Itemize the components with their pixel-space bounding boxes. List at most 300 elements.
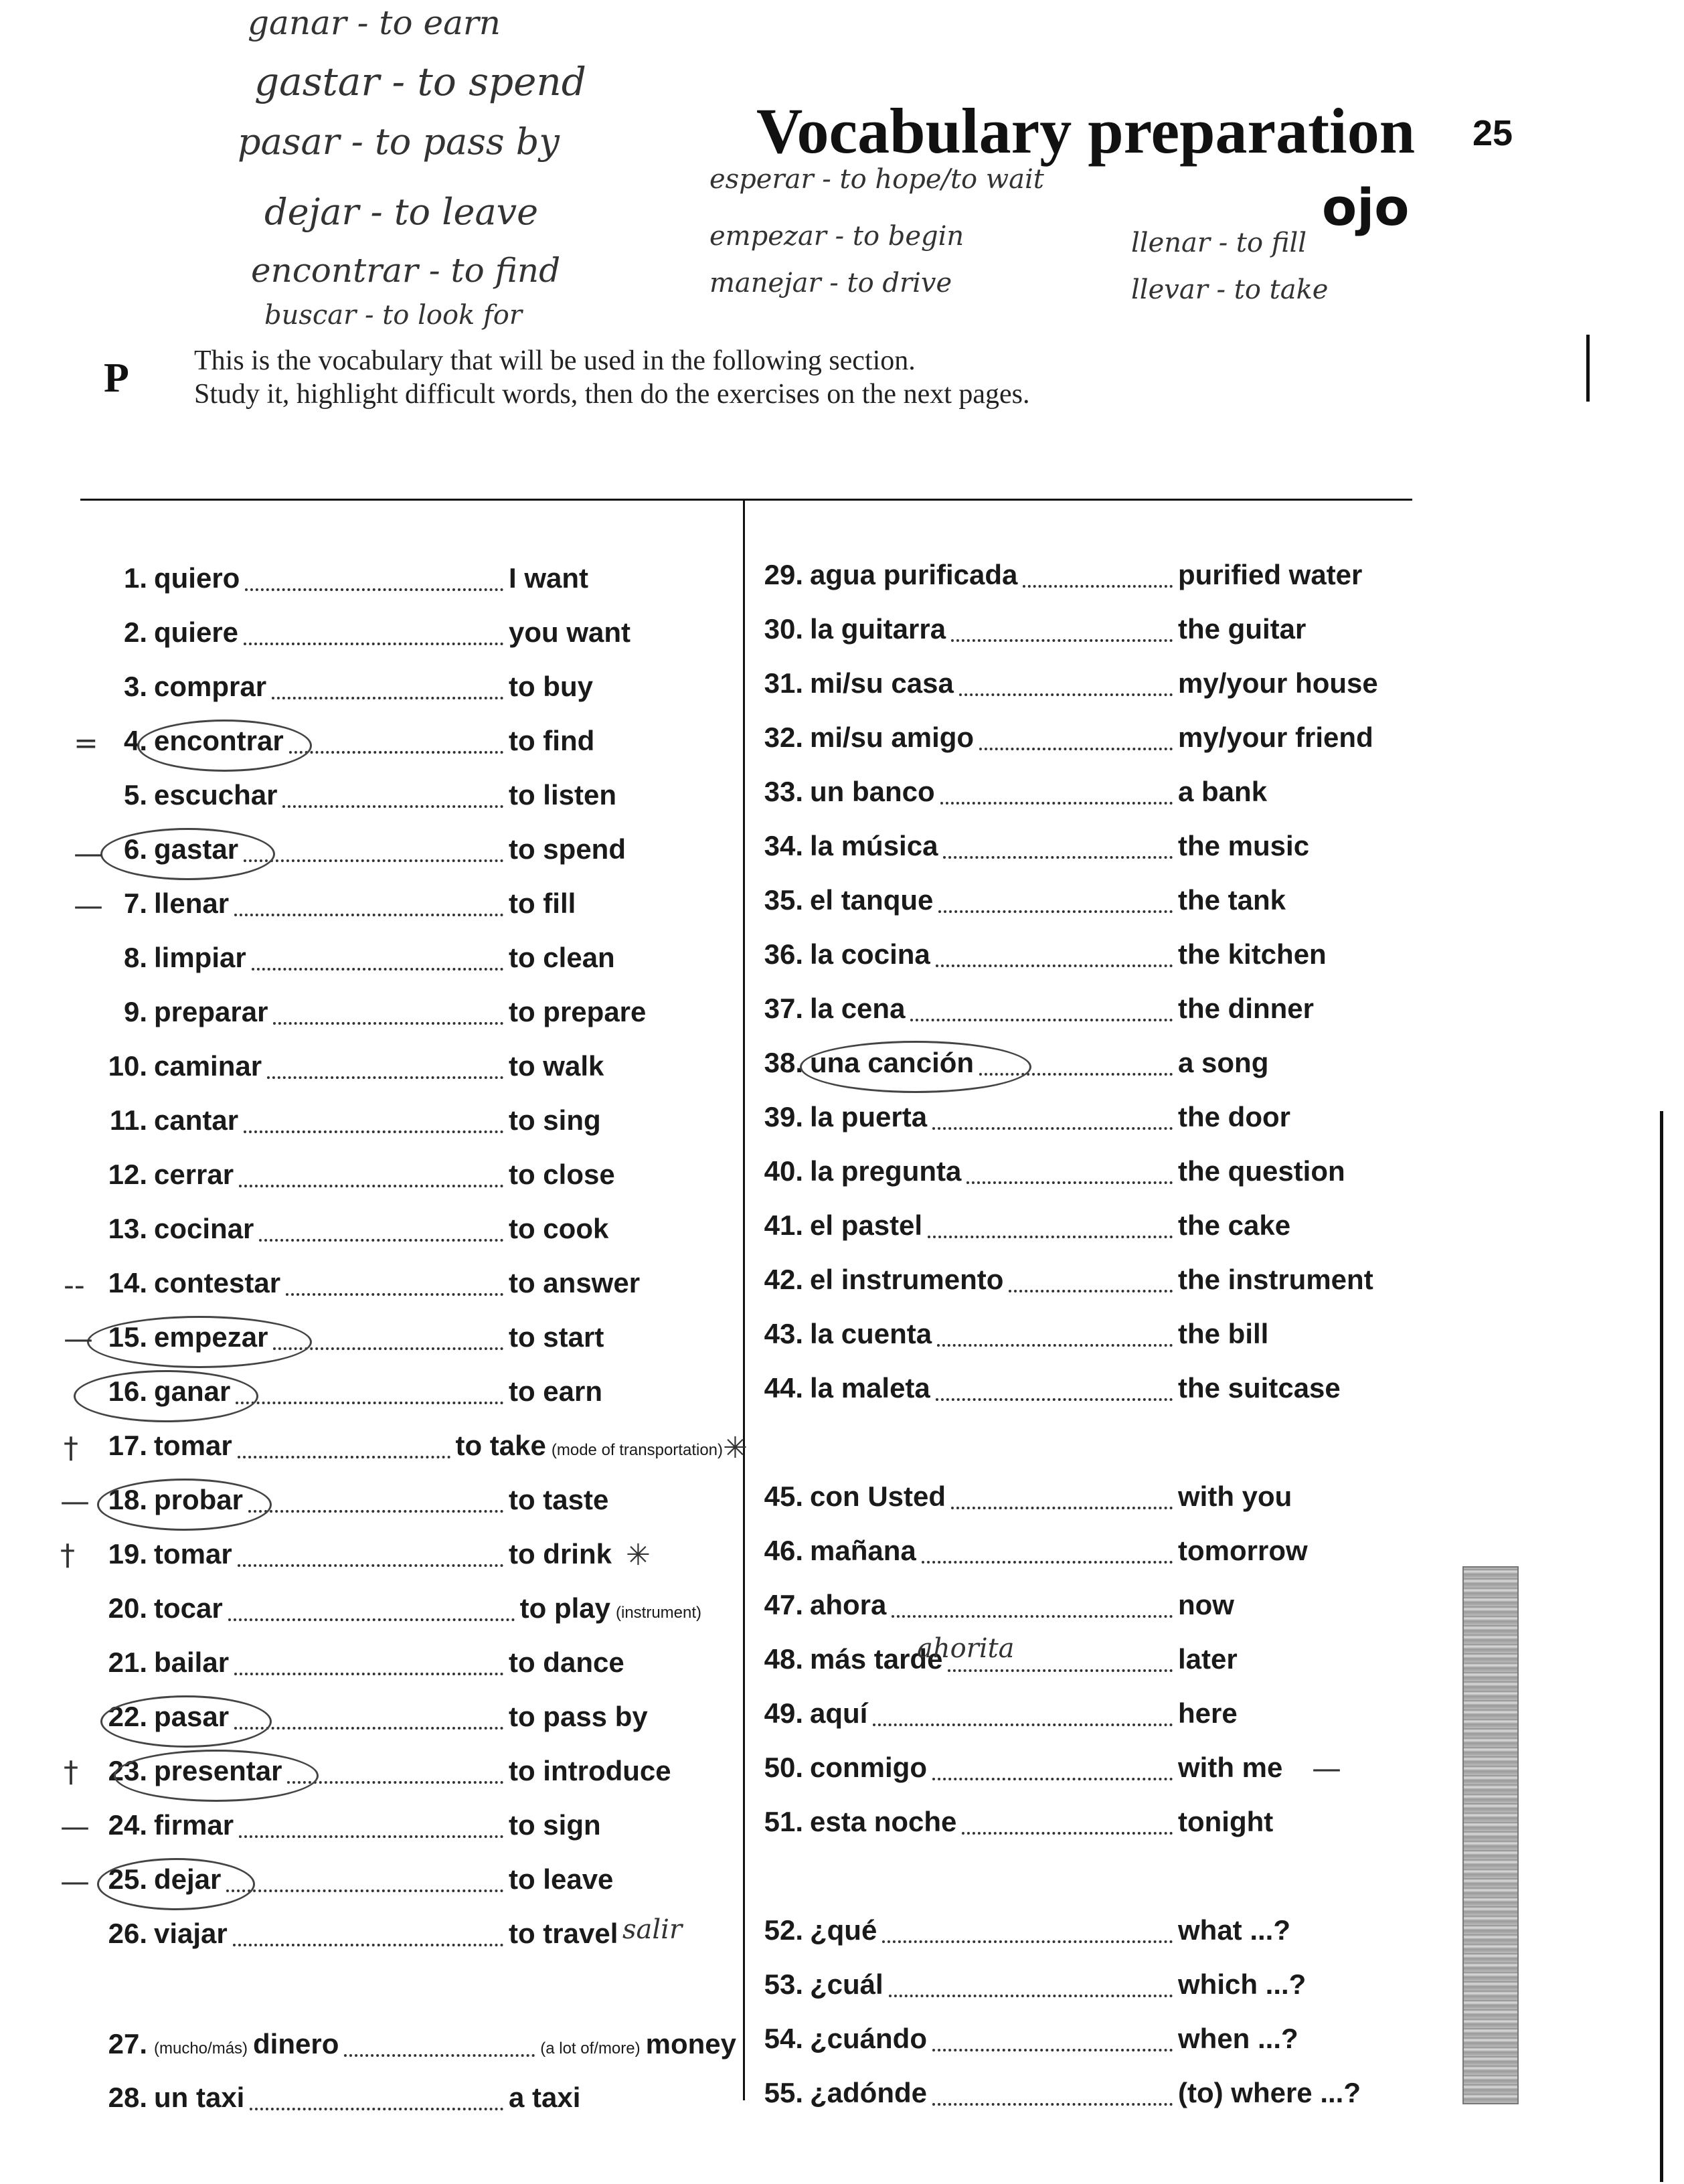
vocab-number: 27. [108, 2028, 147, 2060]
vocab-row [107, 1050, 723, 1092]
vocab-english: to sing [509, 1104, 601, 1136]
margin-mark: — [74, 889, 103, 923]
vocab-number: 10. [108, 1050, 147, 1082]
margin-mark: † [60, 1538, 75, 1572]
column-divider [743, 501, 745, 2100]
vocab-number: 6. [123, 833, 147, 865]
vocab-row [756, 1643, 1399, 1685]
vocab-number: 31. [764, 667, 803, 699]
vocab-row [756, 938, 1399, 980]
leader-dots [282, 805, 503, 808]
vocab-english: tomorrow [1178, 1535, 1308, 1566]
vocab-number: 5. [123, 779, 147, 811]
vocab-spanish: mañana [810, 1535, 916, 1566]
margin-mark: — [60, 1485, 90, 1519]
leader-dots [234, 914, 503, 916]
margin-line [1586, 335, 1590, 402]
leader-dots [932, 1127, 1173, 1130]
vocab-row [756, 1752, 1399, 1793]
vocab-number: 22. [108, 1701, 147, 1732]
handwritten-note: ahorita [917, 1633, 1015, 1664]
vocab-english: now [1178, 1589, 1234, 1620]
vocab-spanish: escuchar [154, 779, 278, 811]
vocab-english: to sign [509, 1809, 601, 1841]
vocab-number: 33. [764, 776, 803, 807]
vocab-number: 38. [764, 1047, 803, 1078]
vocab-number: 54. [764, 2023, 803, 2054]
vocab-number: 18. [108, 1484, 147, 1515]
vocab-row [756, 2077, 1399, 2118]
vocab-number: 24. [108, 1809, 147, 1841]
vocab-spanish: llenar [154, 888, 230, 919]
vocab-spanish: contestar [154, 1267, 281, 1298]
vocab-spanish: comprar [154, 671, 267, 702]
vocab-note: (mode of transportation) [551, 1441, 723, 1459]
margin-mark: † [64, 1755, 78, 1789]
leader-dots [922, 1561, 1173, 1564]
vocab-row [756, 1914, 1399, 1956]
vocab-number: 26. [108, 1918, 147, 1949]
vocab-number: 47. [764, 1589, 803, 1620]
vocab-number: 2. [123, 616, 147, 648]
leader-dots [938, 910, 1173, 913]
leader-dots [248, 1510, 503, 1513]
page-number: 25 [1472, 113, 1513, 153]
margin-mark: — [74, 837, 103, 871]
leader-dots [238, 1564, 503, 1567]
leader-dots [239, 1835, 503, 1838]
vocab-english: you want [509, 616, 631, 648]
vocab-row [756, 1535, 1399, 1576]
vocab-number: 40. [764, 1155, 803, 1187]
vocab-number: 52. [764, 1914, 803, 1946]
vocab-row [756, 1481, 1399, 1522]
vocab-spanish: mi/su amigo [810, 722, 975, 753]
vocab-english: to take [455, 1430, 546, 1461]
handwritten-circle [100, 1695, 272, 1748]
vocab-english: I want [509, 562, 589, 594]
vocab-number: 16. [108, 1375, 147, 1407]
vocab-english: with you [1178, 1481, 1292, 1512]
leader-dots [289, 751, 503, 754]
vocab-spanish: pasar [154, 1701, 230, 1732]
vocab-spanish: tomar [154, 1430, 232, 1461]
vocab-number: 34. [764, 830, 803, 861]
margin-mark: -- [64, 1268, 85, 1303]
vocab-spanish: esta noche [810, 1806, 957, 1837]
vocab-english: the kitchen [1178, 938, 1327, 970]
vocab-spanish: ¿cuál [810, 1968, 883, 2000]
leader-dots [873, 1724, 1173, 1726]
vocab-english: the question [1178, 1155, 1345, 1187]
vocab-number: 13. [108, 1213, 147, 1244]
handwritten-note: esperar - to hope/to wait [709, 164, 1044, 195]
section-logo: P [104, 355, 129, 401]
handwritten-circle [114, 1750, 319, 1802]
vocab-spanish: el instrumento [810, 1264, 1004, 1295]
vocab-row [756, 1589, 1399, 1630]
vocab-row [756, 559, 1399, 600]
vocab-number: 32. [764, 722, 803, 753]
vocab-spanish: caminar [154, 1050, 262, 1082]
vocab-spanish: más tarde [810, 1643, 943, 1675]
leader-dots [344, 2054, 535, 2057]
vocab-row [756, 1318, 1399, 1359]
vocab-row [756, 1968, 1399, 2010]
vocab-number: 11. [109, 1104, 147, 1136]
vocab-row [756, 613, 1399, 655]
handwritten-circle [97, 1858, 255, 1910]
leader-dots [250, 2108, 503, 2110]
vocab-row [107, 942, 723, 983]
margin-mark: = [74, 726, 98, 760]
vocab-english: the door [1178, 1101, 1290, 1132]
vocab-spanish: el tanque [810, 884, 934, 916]
vocab-row [756, 2023, 1399, 2064]
vocab-row [756, 776, 1399, 817]
vocab-number: 25. [108, 1863, 147, 1895]
vocab-row [107, 1430, 723, 1471]
leader-dots [226, 1889, 503, 1892]
leader-dots [943, 856, 1173, 859]
vocab-row [756, 1806, 1399, 1847]
vocab-row [756, 667, 1399, 709]
vocab-spanish: un banco [810, 776, 935, 807]
vocab-number: 1. [123, 562, 147, 594]
vocab-spanish: la cocina [810, 938, 930, 970]
vocab-row [107, 562, 723, 604]
handwritten-note: encontrar - to find [251, 251, 561, 290]
vocab-row [107, 1267, 723, 1309]
vocab-number: 37. [764, 993, 803, 1024]
vocab-spanish: conmigo [810, 1752, 927, 1783]
vocab-english: my/your friend [1178, 722, 1373, 753]
vocab-row [756, 1264, 1399, 1305]
leader-dots [932, 2103, 1173, 2106]
vocab-english: to walk [509, 1050, 604, 1082]
vocab-english: to play [519, 1592, 610, 1624]
leader-dots [244, 643, 503, 645]
vocab-row [107, 779, 723, 821]
leader-dots [882, 1940, 1173, 1943]
vocab-english: tonight [1178, 1806, 1274, 1837]
vocab-number: 41. [764, 1209, 803, 1241]
vocab-row [107, 1592, 723, 1634]
handwritten-note: gastar - to spend [254, 59, 586, 104]
vocab-note: (a lot of/more) [540, 2039, 641, 2057]
margin-mark: — [60, 1810, 90, 1844]
vocab-english: to answer [509, 1267, 641, 1298]
asterisk-mark: ✳ [723, 1431, 748, 1465]
vocab-spanish: un taxi [154, 2082, 245, 2113]
vocab-row [756, 1372, 1399, 1414]
vocab-spanish: cantar [154, 1104, 239, 1136]
vocab-english: to start [509, 1321, 604, 1353]
vocab-english: to close [509, 1159, 615, 1190]
leader-dots [239, 1185, 503, 1187]
handwritten-circle [100, 828, 275, 880]
ojo-note: ojo [1322, 177, 1410, 237]
vocab-number: 48. [764, 1643, 803, 1675]
vocab-spanish: ¿adónde [810, 2077, 927, 2108]
vocab-spanish: con Usted [810, 1481, 946, 1512]
vocab-english: the bill [1178, 1318, 1269, 1349]
vocab-english: the music [1178, 830, 1310, 861]
vocab-english: when ...? [1178, 2023, 1298, 2054]
vocab-number: 12. [108, 1159, 147, 1190]
vocab-english: to pass by [509, 1701, 648, 1732]
vocab-number: 46. [764, 1535, 803, 1566]
vocab-spanish: la guitarra [810, 613, 946, 645]
vocab-row [756, 1209, 1399, 1251]
vocab-row [756, 1697, 1399, 1739]
vocab-spanish: empezar [154, 1321, 268, 1353]
margin-mark: † [64, 1431, 78, 1465]
vocab-spanish: aquí [810, 1697, 868, 1729]
vocab-number: 4. [123, 725, 147, 756]
vocab-english: to leave [509, 1863, 614, 1895]
handwritten-note: llevar - to take [1131, 274, 1329, 305]
vocab-english: to fill [509, 888, 576, 919]
leader-dots [962, 1832, 1173, 1835]
vocab-row [107, 1647, 723, 1688]
intro-line-1: This is the vocabulary that will be used in the following section. [194, 345, 916, 376]
leader-dots [228, 1618, 515, 1621]
handwritten-note: llenar - to fill [1131, 228, 1307, 258]
leader-dots [979, 748, 1173, 750]
vocab-english: to cook [509, 1213, 609, 1244]
vocab-spanish: ¿qué [810, 1914, 877, 1946]
vocab-english: purified water [1178, 559, 1363, 590]
vocab-row [107, 1809, 723, 1851]
vocab-number: 3. [123, 671, 147, 702]
vocab-number: 23. [108, 1755, 147, 1786]
vocab-spanish: mi/su casa [810, 667, 954, 699]
leader-dots [936, 964, 1173, 967]
leader-dots [236, 1402, 503, 1404]
vocab-number: 7. [123, 888, 147, 919]
handwritten-circle [800, 1041, 1031, 1093]
vocab-english: here [1178, 1697, 1238, 1729]
vocab-number: 29. [764, 559, 803, 590]
vocab-number: 9. [123, 996, 147, 1027]
leader-dots [234, 1673, 503, 1675]
vocab-spanish: agua purificada [810, 559, 1018, 590]
vocab-spanish: ganar [154, 1375, 231, 1407]
vocab-english: with me [1178, 1752, 1283, 1783]
horizontal-rule [80, 499, 1412, 501]
vocab-row [756, 1155, 1399, 1197]
vocab-english: the tank [1178, 884, 1286, 916]
vocab-number: 36. [764, 938, 803, 970]
leader-dots [889, 1995, 1173, 1997]
vocab-row [756, 830, 1399, 871]
vocab-note: (mucho/más) [154, 2039, 248, 2057]
margin-mark: — [64, 1322, 93, 1356]
vocab-number: 35. [764, 884, 803, 916]
vocab-number: 53. [764, 1968, 803, 2000]
vocab-row [107, 2082, 723, 2123]
vocab-row [107, 2028, 736, 2070]
vocab-number: 42. [764, 1264, 803, 1295]
vocab-spanish: firmar [154, 1809, 234, 1841]
vocab-row [107, 996, 723, 1037]
leader-dots [1009, 1290, 1173, 1292]
vocab-english: to find [509, 725, 595, 756]
vocab-number: 8. [123, 942, 147, 973]
vocab-spanish: cocinar [154, 1213, 254, 1244]
vocab-spanish: dinero [253, 2028, 339, 2060]
leader-dots [272, 697, 503, 699]
vocab-spanish: quiere [154, 616, 239, 648]
leader-dots [238, 1456, 450, 1458]
vocab-row [107, 1104, 723, 1146]
vocab-number: 49. [764, 1697, 803, 1729]
vocab-english: the cake [1178, 1209, 1291, 1241]
leader-dots [940, 802, 1173, 805]
leader-dots [1023, 585, 1173, 588]
vocab-row [107, 1213, 723, 1254]
leader-dots [245, 588, 503, 591]
vocab-note: (instrument) [616, 1604, 702, 1622]
leader-dots [959, 693, 1173, 696]
vocab-english: which ...? [1178, 1968, 1307, 2000]
vocab-number: 21. [108, 1647, 147, 1678]
vocab-english: to dance [509, 1647, 624, 1678]
handwritten-circle [87, 1316, 312, 1368]
leader-dots [928, 1236, 1173, 1238]
vocab-row [756, 722, 1399, 763]
leader-dots [948, 1669, 1173, 1672]
vocab-spanish: la cena [810, 993, 906, 1024]
vocab-row [107, 888, 723, 929]
vocab-number: 20. [108, 1592, 147, 1624]
handwritten-note: pasar - to pass by [238, 120, 560, 163]
leader-dots [252, 968, 503, 971]
vocab-row [756, 993, 1399, 1034]
vocab-spanish: la pregunta [810, 1155, 962, 1187]
vocab-row [107, 671, 723, 712]
vocab-spanish: la puerta [810, 1101, 928, 1132]
vocab-number: 19. [108, 1538, 147, 1570]
leader-dots [287, 1781, 503, 1784]
vocab-spanish: presentar [154, 1755, 282, 1786]
margin-mark: — [60, 1865, 90, 1899]
vocab-number: 55. [764, 2077, 803, 2108]
leader-dots [892, 1615, 1173, 1618]
vocab-english: later [1178, 1643, 1238, 1675]
vocab-spanish: ahora [810, 1589, 887, 1620]
vocab-number: 51. [764, 1806, 803, 1837]
vocab-spanish: una canción [810, 1047, 975, 1078]
vocab-spanish: cerrar [154, 1159, 234, 1190]
vocab-english: to buy [509, 671, 593, 702]
leader-dots [937, 1344, 1173, 1347]
vocab-spanish: la cuenta [810, 1318, 932, 1349]
vocab-spanish: tomar [154, 1538, 232, 1570]
vocab-spanish: bailar [154, 1647, 230, 1678]
vocab-spanish: la maleta [810, 1372, 930, 1404]
vocab-english: my/your house [1178, 667, 1378, 699]
vocab-english: what ...? [1178, 1914, 1290, 1946]
leader-dots [267, 1076, 503, 1079]
handwritten-circle [97, 1479, 272, 1531]
vocab-row [107, 1159, 723, 1200]
leader-dots [244, 859, 503, 862]
vocab-english: to clean [509, 942, 615, 973]
vocab-english: a taxi [509, 2082, 581, 2113]
vocab-english: (to) where ...? [1178, 2077, 1361, 2108]
vocab-row [756, 884, 1399, 926]
vocab-english: a bank [1178, 776, 1268, 807]
vocab-english: money [645, 2028, 736, 2060]
leader-dots [233, 1944, 503, 1946]
vocab-number: 28. [108, 2082, 147, 2113]
vocab-number: 15. [108, 1321, 147, 1353]
vocab-row [756, 1101, 1399, 1143]
leader-dots [932, 1778, 1173, 1780]
vocab-spanish: tocar [154, 1592, 223, 1624]
leader-dots [259, 1239, 503, 1242]
vocab-english: the suitcase [1178, 1372, 1341, 1404]
vocab-spanish: el pastel [810, 1209, 923, 1241]
handwritten-note: salir [622, 1914, 683, 1945]
handwritten-note: manejar - to drive [709, 268, 952, 299]
vocab-spanish: encontrar [154, 725, 284, 756]
handwritten-note: ganar - to earn [248, 3, 501, 42]
vocab-number: 45. [764, 1481, 803, 1512]
handwritten-circle [74, 1370, 258, 1422]
vocab-spanish: ¿cuándo [810, 2023, 927, 2054]
vocab-number: 39. [764, 1101, 803, 1132]
vocab-spanish: limpiar [154, 942, 246, 973]
margin-line [1660, 1111, 1663, 2182]
vocab-english: to drink [509, 1538, 612, 1570]
vocab-number: 30. [764, 613, 803, 645]
leader-dots [244, 1130, 503, 1133]
vocab-spanish: viajar [154, 1918, 228, 1949]
vocab-number: 17. [108, 1430, 147, 1461]
vocab-english: the instrument [1178, 1264, 1373, 1295]
vocab-english: a song [1178, 1047, 1269, 1078]
vocab-english: to prepare [509, 996, 647, 1027]
leader-dots [932, 2049, 1173, 2051]
leader-dots [936, 1398, 1173, 1401]
vocab-spanish: probar [154, 1484, 244, 1515]
leader-dots [273, 1022, 503, 1025]
vocab-english: to introduce [509, 1755, 671, 1786]
vocab-spanish: quiero [154, 562, 240, 594]
leader-dots [951, 639, 1173, 642]
page-title: Vocabulary preparation [756, 95, 1416, 167]
vocab-number: 43. [764, 1318, 803, 1349]
leader-dots [966, 1181, 1173, 1184]
vocab-spanish: gastar [154, 833, 239, 865]
binding-stamp [1462, 1566, 1519, 2104]
handwritten-note: buscar - to look for [264, 300, 522, 331]
vocab-number: 50. [764, 1752, 803, 1783]
leader-dots [234, 1727, 503, 1730]
vocab-spanish: la música [810, 830, 938, 861]
handwritten-note: empezar - to begin [709, 221, 964, 252]
vocab-spanish: preparar [154, 996, 268, 1027]
vocab-english: the guitar [1178, 613, 1307, 645]
vocab-number: 14. [108, 1267, 147, 1298]
intro-line-2: Study it, highlight difficult words, then do the exercises on the next pages. [194, 379, 1030, 410]
vocab-english: the dinner [1178, 993, 1315, 1024]
leader-dots [951, 1507, 1173, 1509]
vocab-english: to earn [509, 1375, 603, 1407]
